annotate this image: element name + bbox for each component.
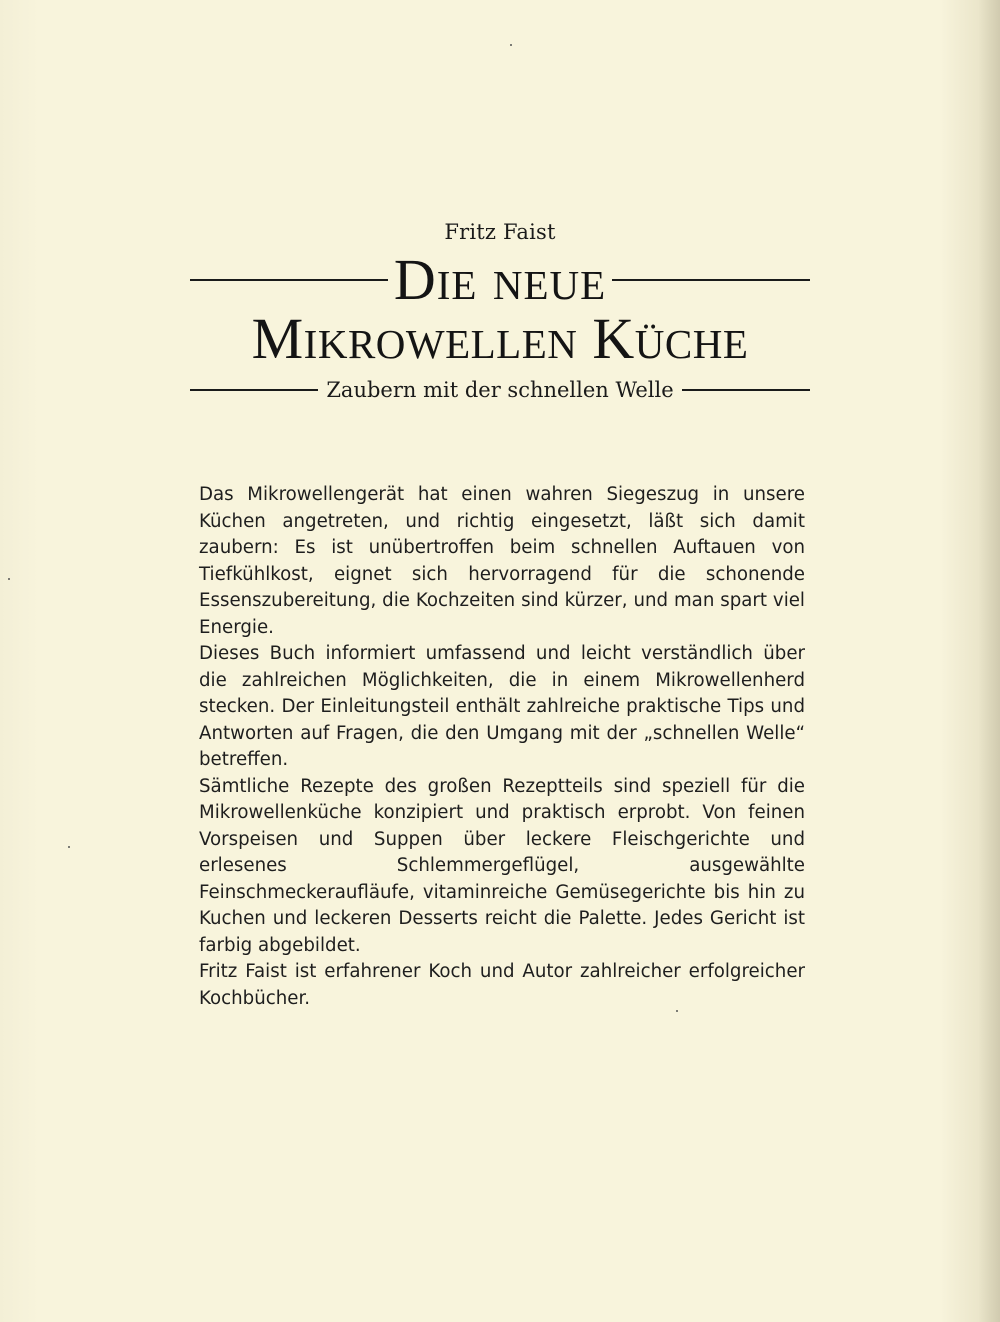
blurb-paragraph: Sämtliche Rezepte des großen Rezeptteils sind speziell für die Mikrowellenküche konzipiert und praktisch erprobt. Von feinen Vorspeisen und Suppen über leckere Fleischgerichte und erlesenes Schlemmergeflügel, ausgewählte Feinschmeckeraufläufe, vitaminreiche Gemüsegerichte bis hin zu Kuchen und leckeren Desserts reicht die Palette. Jedes Gericht ist farbig abgebildet. xyxy=(199,775,805,956)
subtitle-row xyxy=(190,372,810,408)
cover-edge-shadow xyxy=(978,0,1000,1322)
book-subtitle: Zaubern mit der schnellen Welle xyxy=(326,378,674,402)
paper-speck xyxy=(68,846,70,848)
blurb-paragraph: Dieses Buch informiert umfassend und leicht verständlich über die zahlreichen Möglichkeiten, die in einem Mikrowellenherd stecken. Der Einleitungsteil enthält zahlreiche praktische Tips und Antworten auf Fragen, die den Umgang mit der „schnellen Welle“ betreffen. xyxy=(199,643,805,770)
author-name: Fritz Faist xyxy=(444,220,556,244)
subtitle-rule-right xyxy=(682,389,810,391)
blurb-paragraph: Das Mikrowellengerät hat einen wahren Siegeszug in unsere Küchen angetreten, und richtig eingesetzt, läßt sich damit zaubern: Es ist unübertroffen beim schnellen Auftauen von Tiefkühlkost, eignet sich hervorragend für die schonende Essenszubereitung, die Kochzeiten sind kürzer, und man spart viel Energie. xyxy=(199,484,805,638)
title-line-1-row xyxy=(190,247,810,312)
blurb-paragraph: Fritz Faist ist erfahrener Koch und Autor zahlreicher erfolgreicher Kochbücher. xyxy=(199,961,805,1009)
paper-speck xyxy=(510,44,512,46)
title-rule-left xyxy=(190,279,388,281)
book-title-line-2: Mikrowellen Küche xyxy=(251,306,749,371)
paper-speck xyxy=(676,1010,678,1012)
paper-speck xyxy=(8,578,10,580)
title-rule-right xyxy=(612,279,810,281)
blurb-text xyxy=(199,482,805,1012)
subtitle-rule-left xyxy=(190,389,318,391)
book-title-line-1: Die neue xyxy=(393,247,607,312)
